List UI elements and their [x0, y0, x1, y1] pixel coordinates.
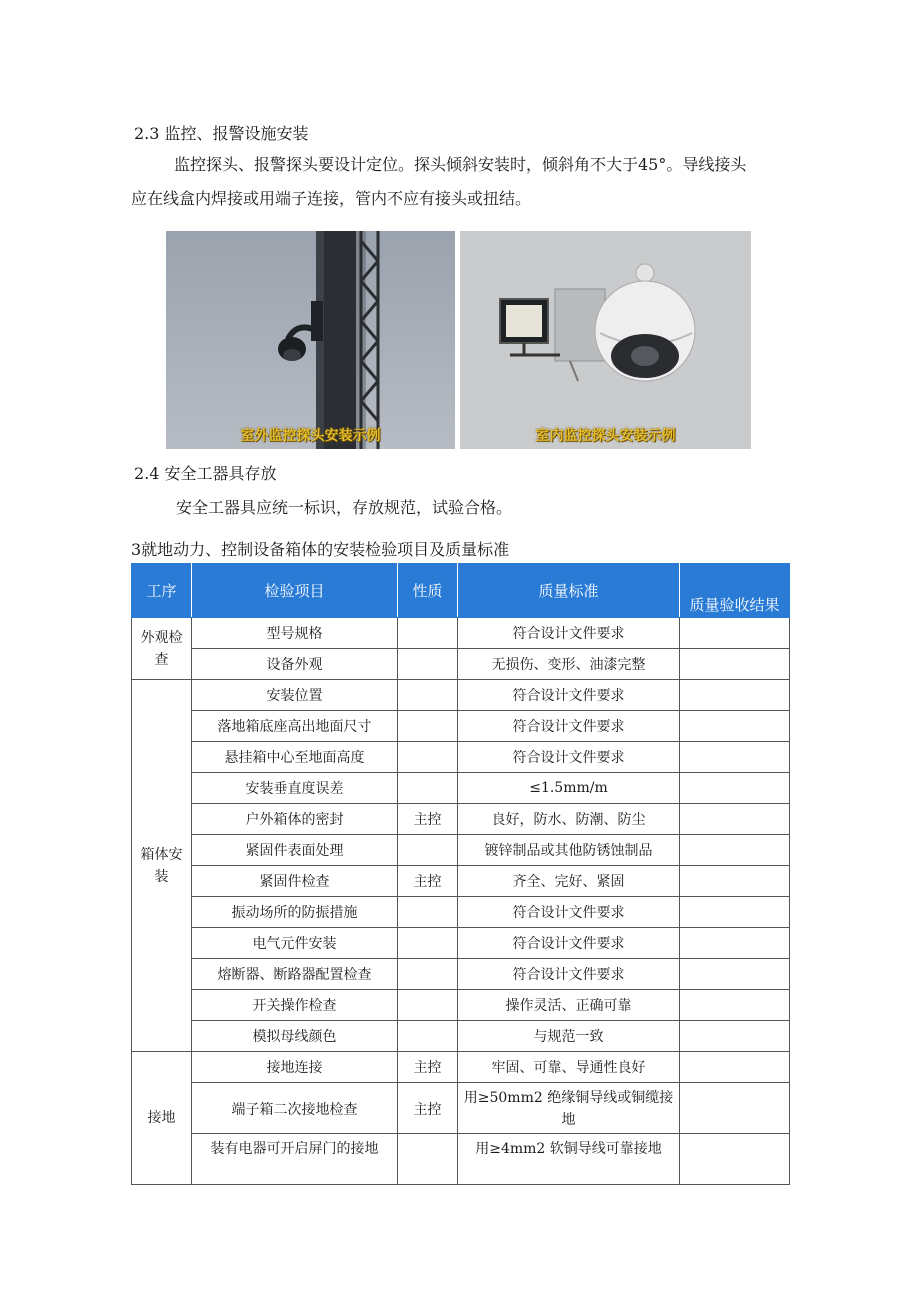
- cell-item: 悬挂箱中心至地面高度: [192, 742, 398, 773]
- cell-standard: 符合设计文件要求: [458, 897, 680, 928]
- cell-nature: 主控: [398, 804, 458, 835]
- cell-item: 设备外观: [192, 649, 398, 680]
- cell-item: 紧固件检查: [192, 866, 398, 897]
- header-item: 检验项目: [192, 564, 398, 618]
- cell-nature: 主控: [398, 1052, 458, 1083]
- table-row: [132, 897, 790, 928]
- cell-item: 电气元件安装: [192, 928, 398, 959]
- section-2-4-body: 安全工器具应统一标识，存放规范，试验合格。: [176, 498, 513, 517]
- cell-nature: [398, 1134, 458, 1185]
- cell-nature: [398, 990, 458, 1021]
- group-ground: 接地: [132, 1052, 192, 1185]
- cell-result[interactable]: [680, 1052, 790, 1083]
- cell-standard: ≤1.5mm/m: [458, 773, 680, 804]
- cell-standard: 符合设计文件要求: [458, 959, 680, 990]
- cell-item: 端子箱二次接地检查: [192, 1083, 398, 1134]
- cell-standard: 符合设计文件要求: [458, 711, 680, 742]
- cell-result[interactable]: [680, 835, 790, 866]
- table-row: [132, 1021, 790, 1052]
- cell-standard: 齐全、完好、紧固: [458, 866, 680, 897]
- cell-nature: [398, 835, 458, 866]
- cell-item: 户外箱体的密封: [192, 804, 398, 835]
- table-row: [132, 680, 790, 711]
- table-row: [132, 1052, 790, 1083]
- cell-standard: 符合设计文件要求: [458, 618, 680, 649]
- table-row: [132, 1083, 790, 1134]
- section-2-3-heading: 2.3 监控、报警设施安装: [134, 124, 309, 143]
- cell-item: 紧固件表面处理: [192, 835, 398, 866]
- inspection-table: [131, 563, 790, 1185]
- table-row: [132, 649, 790, 680]
- cell-standard: 与规范一致: [458, 1021, 680, 1052]
- cell-item: 开关操作检查: [192, 990, 398, 1021]
- cell-result[interactable]: [680, 1083, 790, 1134]
- indoor-photo-caption: 室内监控探头安装示例: [535, 428, 676, 444]
- cell-standard: 操作灵活、正确可靠: [458, 990, 680, 1021]
- cell-result[interactable]: [680, 804, 790, 835]
- cell-nature: [398, 618, 458, 649]
- cell-result[interactable]: [680, 711, 790, 742]
- section-3-heading: 3就地动力、控制设备箱体的安装检验项目及质量标准: [131, 540, 510, 559]
- cell-nature: [398, 1021, 458, 1052]
- table-row: [132, 1134, 790, 1185]
- header-process: 工序: [132, 564, 192, 618]
- cell-result[interactable]: [680, 618, 790, 649]
- cell-item: 模拟母线颜色: [192, 1021, 398, 1052]
- cell-nature: [398, 959, 458, 990]
- table-row: [132, 618, 790, 649]
- cell-nature: [398, 742, 458, 773]
- cell-result[interactable]: [680, 742, 790, 773]
- cell-nature: [398, 897, 458, 928]
- cell-nature: [398, 711, 458, 742]
- cell-nature: 主控: [398, 1083, 458, 1134]
- cell-item: 型号规格: [192, 618, 398, 649]
- cell-result[interactable]: [680, 649, 790, 680]
- cell-item: 振动场所的防振措施: [192, 897, 398, 928]
- cell-item: 安装垂直度误差: [192, 773, 398, 804]
- cell-result[interactable]: [680, 928, 790, 959]
- cell-nature: [398, 680, 458, 711]
- cell-nature: [398, 928, 458, 959]
- header-result: 质量验收结果: [680, 564, 790, 618]
- indoor-camera-illustration: [460, 231, 751, 449]
- cell-item: 安装位置: [192, 680, 398, 711]
- table-row: [132, 711, 790, 742]
- cell-standard: 用≥50mm2 绝缘铜导线或铜缆接地: [458, 1083, 680, 1134]
- cell-item: 落地箱底座高出地面尺寸: [192, 711, 398, 742]
- section-2-4-heading: 2.4 安全工器具存放: [134, 464, 277, 483]
- section-2-3-body-line1: 监控探头、报警探头要设计定位。探头倾斜安装时，倾斜角不大于45°。导线接头: [174, 155, 747, 174]
- cell-nature: 主控: [398, 866, 458, 897]
- cell-result[interactable]: [680, 1134, 790, 1185]
- outdoor-photo-caption: 室外监控探头安装示例: [240, 428, 381, 444]
- table-row: [132, 773, 790, 804]
- table-row: [132, 835, 790, 866]
- cell-result[interactable]: [680, 773, 790, 804]
- cell-result[interactable]: [680, 680, 790, 711]
- indoor-camera-photo: [460, 231, 751, 449]
- table-row: [132, 928, 790, 959]
- table-row: [132, 804, 790, 835]
- cell-standard: 无损伤、变形、油漆完整: [458, 649, 680, 680]
- cell-result[interactable]: [680, 866, 790, 897]
- cell-result[interactable]: [680, 897, 790, 928]
- outdoor-camera-illustration: [166, 231, 455, 449]
- outdoor-camera-photo: [166, 231, 455, 449]
- cell-standard: 符合设计文件要求: [458, 928, 680, 959]
- table-header-row: [132, 564, 790, 618]
- cell-nature: [398, 773, 458, 804]
- table-row: [132, 742, 790, 773]
- table-row: [132, 959, 790, 990]
- cell-standard: 符合设计文件要求: [458, 742, 680, 773]
- cell-result[interactable]: [680, 959, 790, 990]
- header-nature: 性质: [398, 564, 458, 618]
- cell-result[interactable]: [680, 1021, 790, 1052]
- table-row: [132, 866, 790, 897]
- group-appearance: 外观检查: [132, 618, 192, 680]
- cell-standard: 良好，防水、防潮、防尘: [458, 804, 680, 835]
- cell-item: 熔断器、断路器配置检查: [192, 959, 398, 990]
- group-box: 箱体安装: [132, 680, 192, 1052]
- cell-result[interactable]: [680, 990, 790, 1021]
- cell-standard: 符合设计文件要求: [458, 680, 680, 711]
- cell-nature: [398, 649, 458, 680]
- cell-standard: 用≥4mm2 软铜导线可靠接地: [458, 1134, 680, 1185]
- cell-item: 装有电器可开启屏门的接地: [192, 1134, 398, 1185]
- cell-standard: 镀锌制品或其他防锈蚀制品: [458, 835, 680, 866]
- cell-standard: 牢固、可靠、导通性良好: [458, 1052, 680, 1083]
- header-standard: 质量标准: [458, 564, 680, 618]
- cell-item: 接地连接: [192, 1052, 398, 1083]
- table-row: [132, 990, 790, 1021]
- section-2-3-body-line2: 应在线盒内焊接或用端子连接，管内不应有接头或扭结。: [131, 189, 532, 208]
